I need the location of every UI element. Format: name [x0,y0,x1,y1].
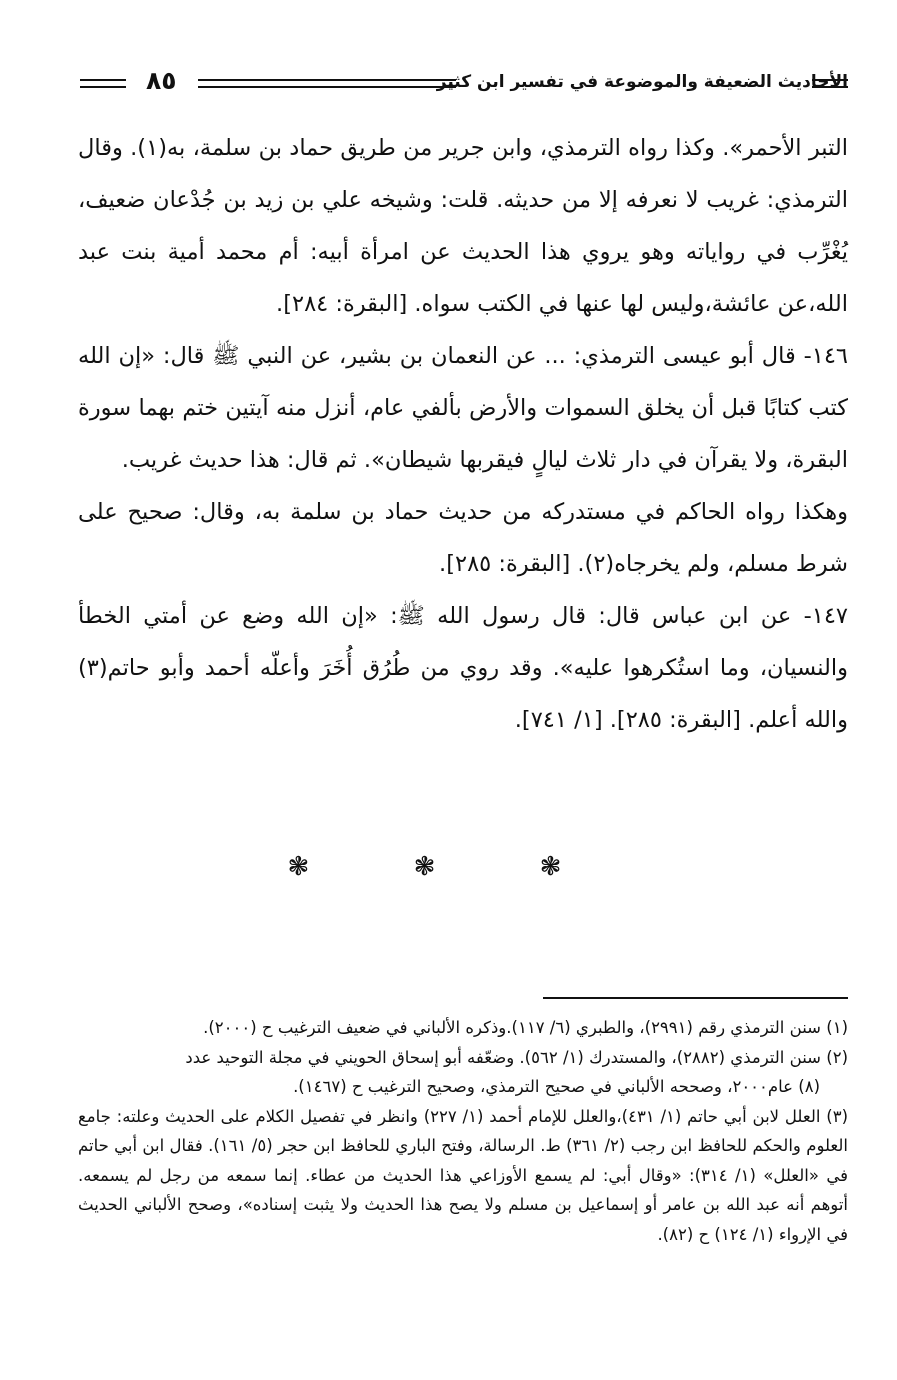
footnote-1: (١) سنن الترمذي رقم (٢٩٩١)، والطبري (٦/ ١١٧).وذكره الألباني في ضعيف الترغيب ح (٢٠٠٠). [203,1018,848,1037]
hadith-147: ١٤٧- عن ابن عباس قال: قال رسول الله ﷺ: «إن الله وضع عن أمتي الخطأ والنسيان، وما استُكرهوا عليه». وقد روي من طُرُق أُخَرَ وأعلّه أحمد وأبو حاتم(٣) والله أعلم. [البقرة: ٢٨٥]. [١/ ٧٤١]. [78,603,848,733]
footnote-2: (٢) سنن الترمذي (٢٨٨٢)، والمستدرك (١/ ٥٦٢). وضعّفه أبو إسحاق الحويني في مجلة التوحيد عدد [185,1047,848,1067]
header-rule [80,79,126,81]
hadith-146: ١٤٦- قال أبو عيسى الترمذي: ... عن النعمان بن بشير، عن النبي ﷺ قال: «إن الله كتب كتابًا قبل أن يخلق السموات والأرض بألفي عام، أنزل منه آيتين ختم بهما سورة البقرة، ولا يقرآن في دار ثلاث ليالٍ فيقربها شيطان». ثم قال: هذا حديث غريب. [78,343,848,473]
header-rule [198,86,456,88]
section-separator: ❃ ❃ ❃ [287,852,610,882]
running-title: الأحاديث الضعيفة والموضوعة في تفسير ابن كثير [436,72,848,92]
header-rule [198,79,456,81]
footnotes [78,1013,848,1249]
header-rule [80,86,126,88]
page-number: ٨٥ [146,66,177,95]
footnote-2-continuation: (٨) عام٢٠٠٠، وصححه الألباني في صحيح الترمذي، وصحيح الترغيب ح (١٤٦٧). [293,1077,820,1096]
footnote-3: (٣) العلل لابن أبي حاتم (١/ ٤٣١)،والعلل للإمام أحمد (١/ ٢٢٧) وانظر في تفصيل الكلام على الحديث وعلته: جامع العلوم والحكم للحافظ ابن رجب (٢/ ٣٦١) ط. الرسالة، وفتح الباري للحافظ ابن حجر (٥/ ١٦١). فقال ابن أبي حاتم في «العلل» (١/ ٣١٤): «وقال أبي: لم يسمع الأوزاعي هذا الحديث من عطاء. إنما سمعه من رجل لم يسمعه. أتوهم أنه عبد الله بن عامر أو إسماعيل بن مسلم ولا يصح هذا الحديث ولا يثبت إسناده»، وصحح الألباني الحديث في الإرواء (١/ ١٢٤) ح (٨٢). [78,1106,849,1244]
running-header [80,66,848,104]
footnote-rule [543,997,848,999]
header-rule [812,86,848,88]
header-rule [812,79,848,81]
main-text [78,122,848,746]
paragraph-hakim: وهكذا رواه الحاكم في مستدركه من حديث حماد بن سلمة به، وقال: صحيح على شرط مسلم، ولم يخرجاه(٢). [البقرة: ٢٨٥]. [78,499,848,577]
paragraph-continuation: التبر الأحمر». وكذا رواه الترمذي، وابن جرير من طريق حماد بن سلمة، به(١). وقال الترمذي: غريب لا نعرفه إلا من حديثه. قلت: وشيخه علي بن زيد بن جُدْعان ضعيف، يُغْرِّب في رواياته وهو يروي هذا الحديث عن امرأة أبيه: أم محمد أمية بنت عبد الله،عن عائشة،وليس لها عنها في الكتب سواه. [البقرة: ٢٨٤]. [78,135,848,317]
